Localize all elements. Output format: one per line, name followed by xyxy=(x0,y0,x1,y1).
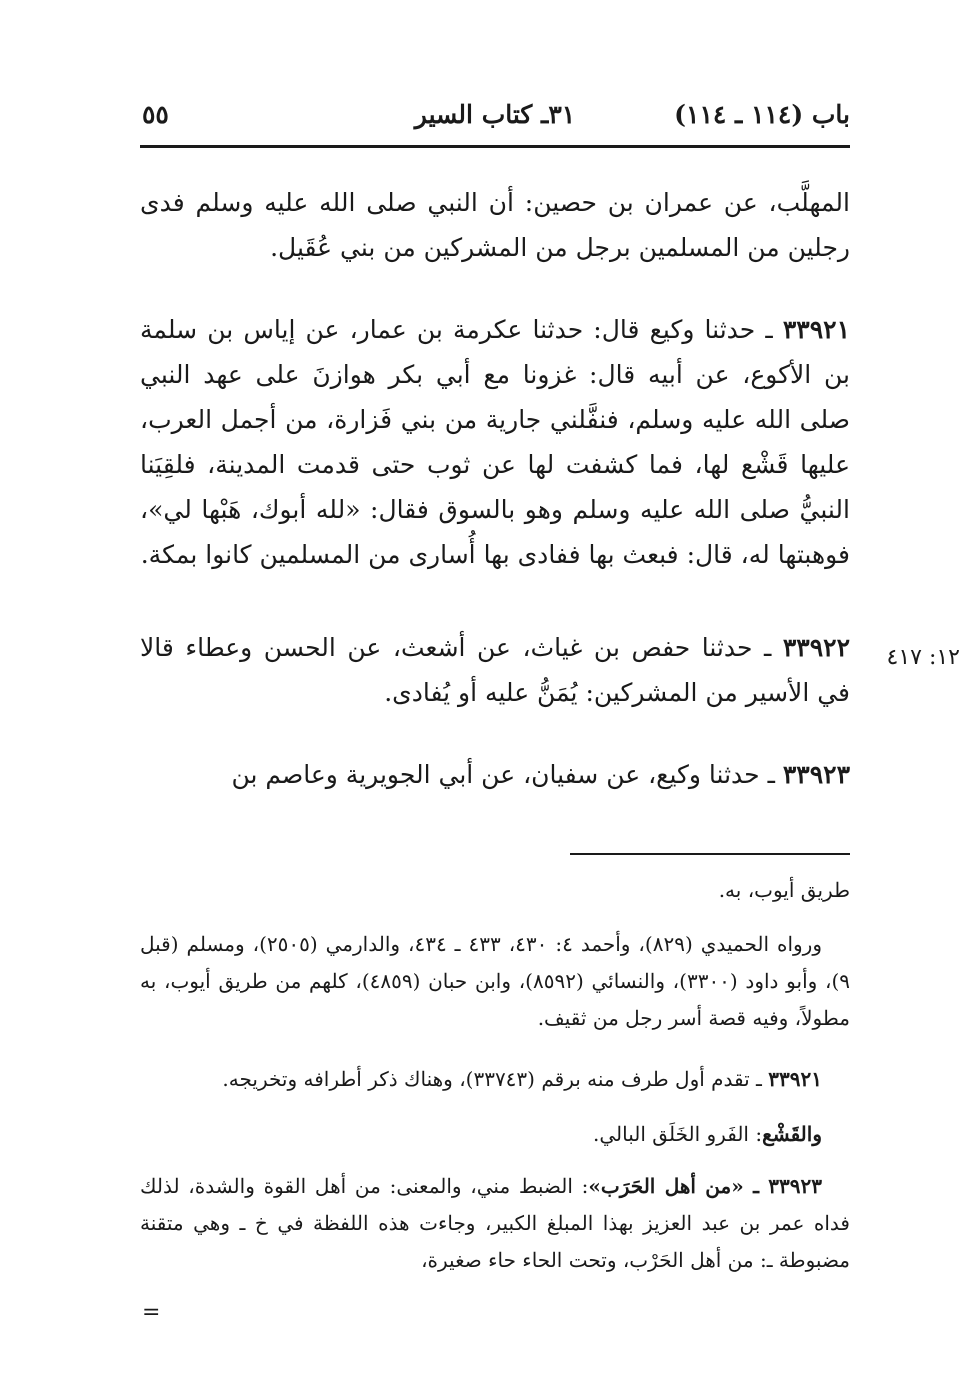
footnote xyxy=(140,872,850,909)
hadith-text: ـ حدثنا حفص بن غياث، عن أشعث، عن الحسن وعطاء قالا في الأسير من المشركين: يُمَنُّ عليه أو يُفادى. xyxy=(140,633,850,707)
footnote xyxy=(140,1168,850,1279)
continuation-mark: = xyxy=(142,1300,161,1325)
hadith-number: ٣٣٩٢١ xyxy=(782,315,850,344)
footnote-number: ٣٣٩٢١ xyxy=(768,1067,822,1091)
hadith-text: ـ حدثنا وكيع، عن سفيان، عن أبي الجويرية وعاصم بن xyxy=(231,760,783,789)
hadith-number: ٣٣٩٢٣ xyxy=(782,760,850,789)
footnote-term: والقَشْع xyxy=(762,1122,822,1146)
footnote xyxy=(140,1061,850,1098)
hadith-paragraph xyxy=(140,625,850,715)
footnote-text: : الضبط مني، والمعنى: من أهل القوة والشدة، لذلك فداه عمر بن عبد العزيز بهذا المبلغ الكبير، وجاءت هذه اللفظة في خ ـ وهي متقنة مضبوطة ـ: من أهل الحَرْب، وتحت الحاء حاء صغيرة، xyxy=(140,1174,850,1272)
page-header xyxy=(140,100,850,140)
hadith-paragraph xyxy=(140,752,850,797)
footnote-text: ورواه الحميدي (٨٢٩)، وأحمد ٤: ٤٣٠، ٤٣٣ ـ ٤٣٤، والدارمي (٢٥٠٥)، ومسلم (قبل ٩)، وأبو داود (٣٣٠٠)، والنسائي (٨٥٩٢)، وابن حبان (٤٨٥٩)، كلهم من طريق أيوب، به مطولاً، وفيه قصة أسر رجل من ثقيف. xyxy=(140,932,850,1030)
footnote-term: ـ «من أهل الحَرَب» xyxy=(588,1174,769,1198)
page-number: ٥٥ xyxy=(142,100,169,129)
hadith-number: ٣٣٩٢٢ xyxy=(782,633,850,662)
chapter-heading: باب (١١٤ ـ ١١٤) xyxy=(674,100,850,129)
footnote-text: طريق أيوب، به. xyxy=(718,878,850,902)
paragraph-continuation xyxy=(140,180,850,270)
hadith-text: ـ حدثنا وكيع قال: حدثنا عكرمة بن عمار، عن إياس بن سلمة بن الأكوع، عن أبيه قال: غزونا مع أبي بكر هوازنَ على عهد النبي صلى الله عليه وسلم، فنفَّلني جارية من بني فَزارة، من أجمل العرب، عليها قَشْع لها، فما كشفت لها عن ثوب حتى قدمت المدينة، فلقِيَنا النبيُّ صلى الله عليه وسلم وهو بالسوق فقال: «لله أبوك، هَبْها لي»، فوهبتها له، قال: فبعث بها ففادى بها أُسارى من المسلمين كانوا بمكة. xyxy=(140,315,850,569)
margin-reference: ١٢: ٤١٧ xyxy=(886,645,960,670)
footnote-separator xyxy=(570,853,850,855)
footnote xyxy=(140,1116,850,1153)
book-title: ٣١ـ كتاب السير xyxy=(414,100,576,129)
footnote-number: ٣٣٩٢٣ xyxy=(768,1174,822,1198)
footnote xyxy=(140,926,850,1037)
footnote-text: : الفَرو الخَلَق البالي. xyxy=(593,1122,763,1146)
header-rule xyxy=(140,145,850,148)
paragraph-text: المهلَّب، عن عمران بن حصين: أن النبي صلى الله عليه وسلم فدى رجلين من المسلمين برجل من المشركين من بني عُقَيل. xyxy=(140,188,850,262)
footnote-text: ـ تقدم أول طرف منه برقم (٣٣٧٤٣)، وهناك ذكر أطرافه وتخريجه. xyxy=(222,1067,769,1091)
hadith-paragraph xyxy=(140,307,850,577)
